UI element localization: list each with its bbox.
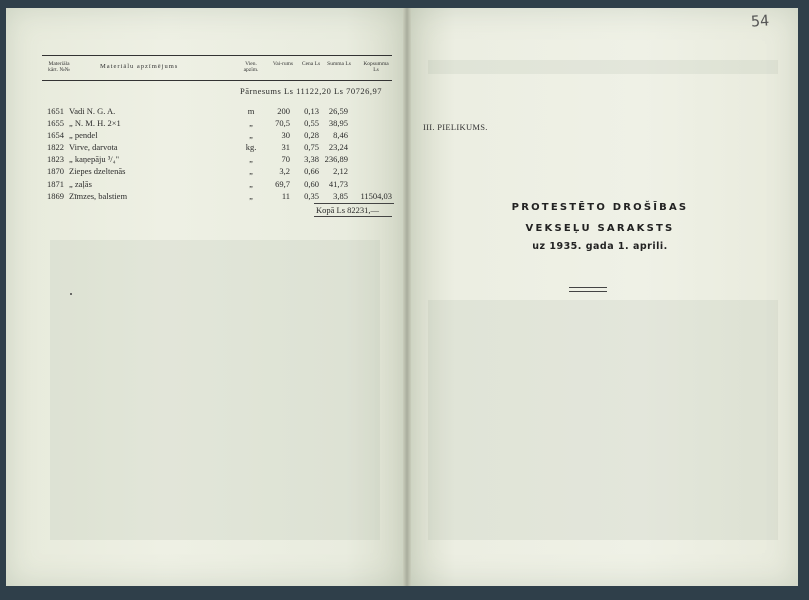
header-nosaukums: Materiālu apzīmējums: [100, 63, 179, 70]
bleed-through-right-header: [428, 60, 778, 74]
row-unit: kg.: [245, 142, 257, 153]
row-price: 0,13: [304, 106, 319, 116]
row-number: 1651: [47, 106, 64, 116]
materials-table: [42, 55, 392, 215]
row-name: Vadi N. G. A.: [69, 106, 116, 116]
row-qty: 70: [281, 154, 290, 165]
table-header: [42, 55, 392, 81]
row-price: 0,28: [304, 130, 319, 141]
row-qty: 200: [277, 106, 290, 116]
page-number: 54: [750, 11, 770, 31]
row-name: Ziepes dzeltenās: [69, 166, 126, 177]
carry-over-line: Pārnesums Ls 11122,20 Ls 70726,97: [240, 86, 382, 96]
header-kartite: Materiāla kārt. №№: [48, 61, 70, 73]
total-label: Kopā Ls 82231,—: [316, 205, 380, 215]
row-name: „ pendel: [69, 130, 98, 141]
row-name: „ N. M. H. 2×1: [69, 118, 121, 129]
header-cena: Cena Ls: [301, 61, 321, 67]
row-name: „ kaņepāju ³/₄": [69, 154, 120, 165]
row-name: Zīmzes, balstiem: [69, 190, 128, 201]
row-unit: „: [249, 130, 253, 141]
row-qty: 11: [281, 190, 290, 201]
row-sum: 41,73: [328, 178, 348, 189]
row-price: 3,38: [304, 154, 319, 165]
row-name: „ zaļās: [69, 178, 92, 189]
row-price: 0,60: [304, 178, 319, 189]
row-number: 1870: [47, 166, 64, 177]
table-row: [42, 165, 392, 177]
row-price: 0,75: [304, 142, 319, 153]
row-number: 1823: [47, 154, 64, 165]
row-unit: „: [249, 154, 253, 165]
row-unit: „: [249, 190, 253, 201]
header-vienibas: Vien. apzīm.: [243, 61, 259, 73]
row-qty: 31: [281, 142, 290, 153]
title-line-2: VEKSEĻU SARAKSTS: [525, 223, 675, 234]
row-sum: 8,46: [333, 130, 348, 141]
row-sum: 23,24: [328, 142, 348, 153]
bleed-through-right: [428, 300, 778, 540]
table-row: [42, 105, 392, 117]
row-sum: 26,59: [328, 106, 348, 116]
row-name: Virve, darvota: [69, 142, 118, 153]
table-row: [42, 141, 392, 153]
row-price: 0,55: [304, 118, 319, 129]
row-price: 0,66: [304, 166, 319, 177]
row-total: 11504,03: [360, 190, 392, 201]
title-divider: [569, 287, 607, 292]
row-number: 1869: [47, 190, 64, 201]
table-row: [42, 190, 392, 202]
row-sum: 236,89: [324, 154, 348, 165]
bleed-through-left: [50, 240, 380, 540]
row-number: 1655: [47, 118, 64, 129]
table-row: [42, 153, 392, 165]
row-unit: „: [249, 178, 253, 189]
row-unit: „: [249, 166, 253, 177]
row-unit: „: [249, 118, 253, 129]
total-underline: [314, 216, 392, 217]
table-body: [42, 105, 392, 202]
appendix-label: III. PIELIKUMS.: [423, 122, 488, 132]
row-sum: 38,95: [328, 118, 348, 129]
row-sum: 2,12: [333, 166, 348, 177]
row-number: 1654: [47, 130, 64, 141]
header-kopsumma: Kopsumma Ls: [363, 61, 389, 73]
table-row: [42, 129, 392, 141]
table-row: [42, 178, 392, 190]
row-qty: 70,5: [275, 118, 290, 129]
total-row: [314, 203, 394, 215]
row-sum: 3,85: [333, 190, 348, 201]
row-number: 1822: [47, 142, 64, 153]
book-gutter: [403, 8, 411, 586]
row-unit: m: [247, 106, 255, 116]
row-qty: 3,2: [279, 166, 290, 177]
title-line-1: PROTESTĒTO DROŠĪBAS: [511, 202, 689, 213]
header-vairums: Vai-rums: [272, 61, 294, 67]
title-line-3: uz 1935. gada 1. aprili.: [532, 241, 668, 252]
row-price: 0,35: [304, 190, 319, 201]
row-qty: 69,7: [275, 178, 290, 189]
row-number: 1871: [47, 178, 64, 189]
header-summa: Summa Ls: [327, 61, 351, 67]
ink-dot: [70, 293, 72, 295]
table-row: [42, 117, 392, 129]
row-qty: 30: [281, 130, 290, 141]
